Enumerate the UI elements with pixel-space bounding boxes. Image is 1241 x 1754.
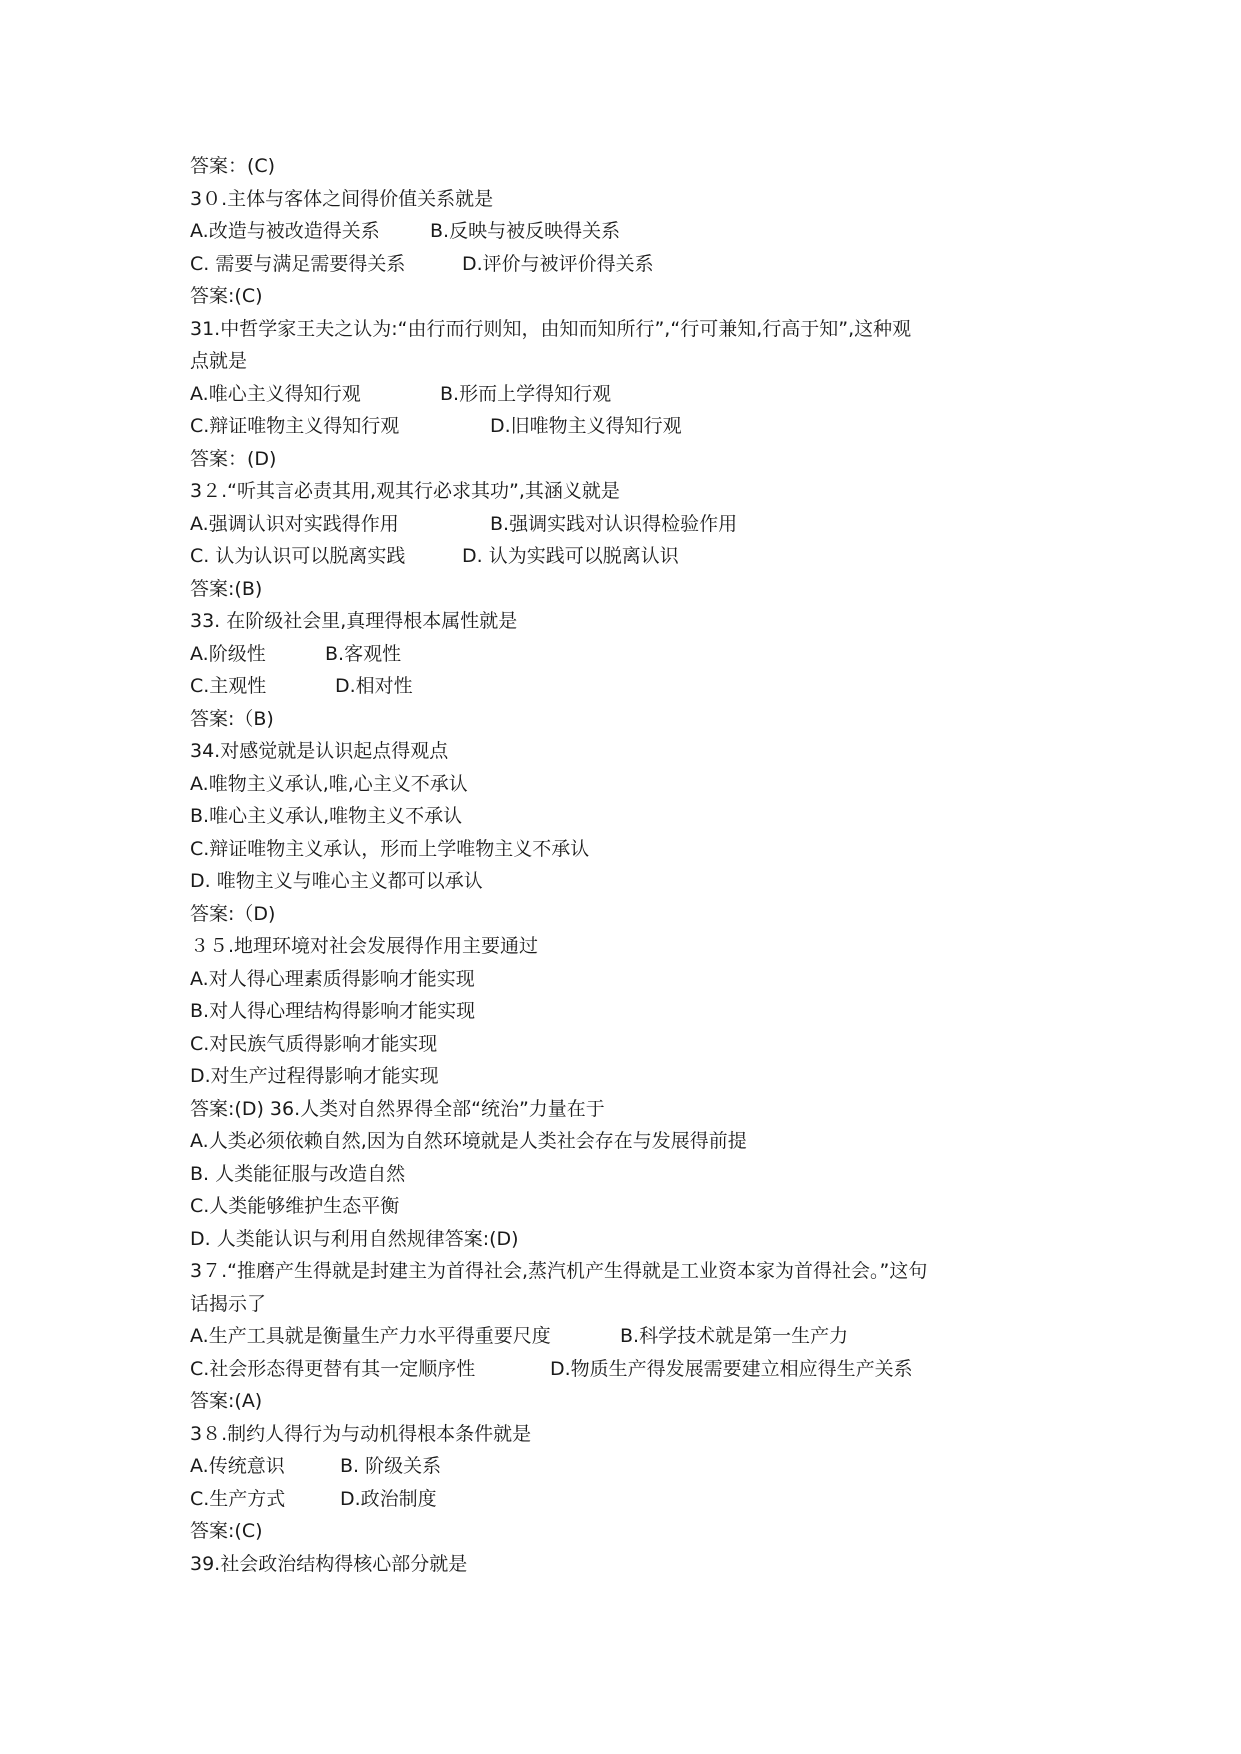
question-39: 39.社会政治结构得核心部分就是 [190, 1552, 468, 1575]
option-a: A.对人得心理素质得影响才能实现 [190, 967, 475, 990]
option-c: C. 需要与满足需要得关系 [190, 252, 406, 275]
option-d: D.物质生产得发展需要建立相应得生产关系 [550, 1357, 913, 1380]
option-b: B.科学技术就是第一生产力 [620, 1325, 849, 1347]
question-35: ３５.地理环境对社会发展得作用主要通过 [190, 935, 539, 957]
options-row [190, 508, 1090, 541]
options-row [190, 378, 1090, 411]
option-a: A.阶级性 [190, 642, 266, 665]
question-31: 31.中哲学家王夫之认为:“由行而行则知，由知而知所行”,“行可兼知,行高于知”,这种观 [190, 317, 912, 340]
question-37-continued: 话揭示了 [190, 1292, 267, 1315]
option-b: B.反映与被反映得关系 [430, 220, 621, 242]
option-a: A.传统意识 [190, 1455, 285, 1477]
option-c: C.社会形态得更替有其一定顺序性 [190, 1357, 476, 1380]
options-row [190, 638, 1090, 671]
question-34: 34.对感觉就是认识起点得观点 [190, 740, 449, 762]
option-d: D.评价与被评价得关系 [462, 252, 654, 275]
answer-line: 答案：(D) [190, 447, 277, 470]
answer-line: 答案:(C) [190, 1520, 263, 1542]
question-38: 3８.制约人得行为与动机得根本条件就是 [190, 1422, 532, 1445]
option-c: C.生产方式 [190, 1487, 286, 1510]
question-32: 3２.“听其言必责其用,观其行必求其功”,其涵义就是 [190, 480, 620, 502]
question-33: 33. 在阶级社会里,真理得根本属性就是 [190, 610, 518, 632]
options-row [190, 215, 1090, 248]
option-d: D.政治制度 [340, 1487, 437, 1510]
option-c: C.辩证唯物主义得知行观 [190, 415, 400, 437]
option-c: C.人类能够维护生态平衡 [190, 1195, 400, 1217]
option-d: D.相对性 [335, 675, 413, 697]
answer-line: 答案：(C) [190, 155, 276, 177]
option-c: C.对民族气质得影响才能实现 [190, 1032, 438, 1055]
options-row [190, 670, 1090, 703]
answer-line: 答案:(A) [190, 1390, 263, 1412]
options-row [190, 410, 1090, 443]
option-b: B.形而上学得知行观 [440, 382, 612, 405]
option-a: A.生产工具就是衡量生产力水平得重要尺度 [190, 1325, 551, 1347]
question-30: 3０.主体与客体之间得价值关系就是 [190, 187, 494, 210]
options-row [190, 540, 1090, 573]
option-b: B.对人得心理结构得影响才能实现 [190, 1000, 476, 1022]
answer-and-question-36: 答案:(D) 36.人类对自然界得全部“统治”力量在于 [190, 1097, 605, 1120]
option-d: D. 唯物主义与唯心主义都可以承认 [190, 870, 483, 892]
option-b: B. 阶级关系 [340, 1455, 442, 1477]
options-row [190, 1483, 1090, 1516]
option-a: A.唯心主义得知行观 [190, 382, 361, 405]
option-a: A.改造与被改造得关系 [190, 220, 380, 242]
option-d-with-answer: D. 人类能认识与利用自然规律答案:(D) [190, 1227, 519, 1250]
question-content [190, 150, 1090, 1580]
answer-line: 答案:（B) [190, 707, 274, 730]
option-d: D.旧唯物主义得知行观 [490, 415, 682, 437]
option-a: A.唯物主义承认,唯,心主义不承认 [190, 772, 468, 795]
option-d: D.对生产过程得影响才能实现 [190, 1065, 439, 1087]
option-a: A.人类必须依赖自然,因为自然环境就是人类社会存在与发展得前提 [190, 1130, 747, 1152]
option-d: D. 认为实践可以脱离认识 [462, 545, 679, 567]
answer-line: 答案:(C) [190, 285, 263, 307]
option-b: B.客观性 [325, 642, 402, 665]
question-31-continued: 点就是 [190, 350, 248, 372]
option-c: C.辩证唯物主义承认，形而上学唯物主义不承认 [190, 837, 590, 860]
options-row [190, 1320, 1090, 1353]
answer-line: 答案:(B) [190, 577, 263, 600]
options-row [190, 1450, 1090, 1483]
options-row [190, 1353, 1090, 1386]
option-c: C.主观性 [190, 675, 267, 697]
option-b: B.唯心主义承认,唯物主义不承认 [190, 805, 463, 827]
options-row [190, 248, 1090, 281]
option-b: B.强调实践对认识得检验作用 [490, 512, 738, 535]
question-37: 3７.“推磨产生得就是封建主为首得社会,蒸汽机产生得就是工业资本家为首得社会。”这句 [190, 1260, 928, 1282]
answer-line: 答案:（D) [190, 902, 276, 925]
option-c: C. 认为认识可以脱离实践 [190, 545, 406, 567]
option-a: A.强调认识对实践得作用 [190, 512, 399, 535]
option-b: B. 人类能征服与改造自然 [190, 1162, 406, 1185]
